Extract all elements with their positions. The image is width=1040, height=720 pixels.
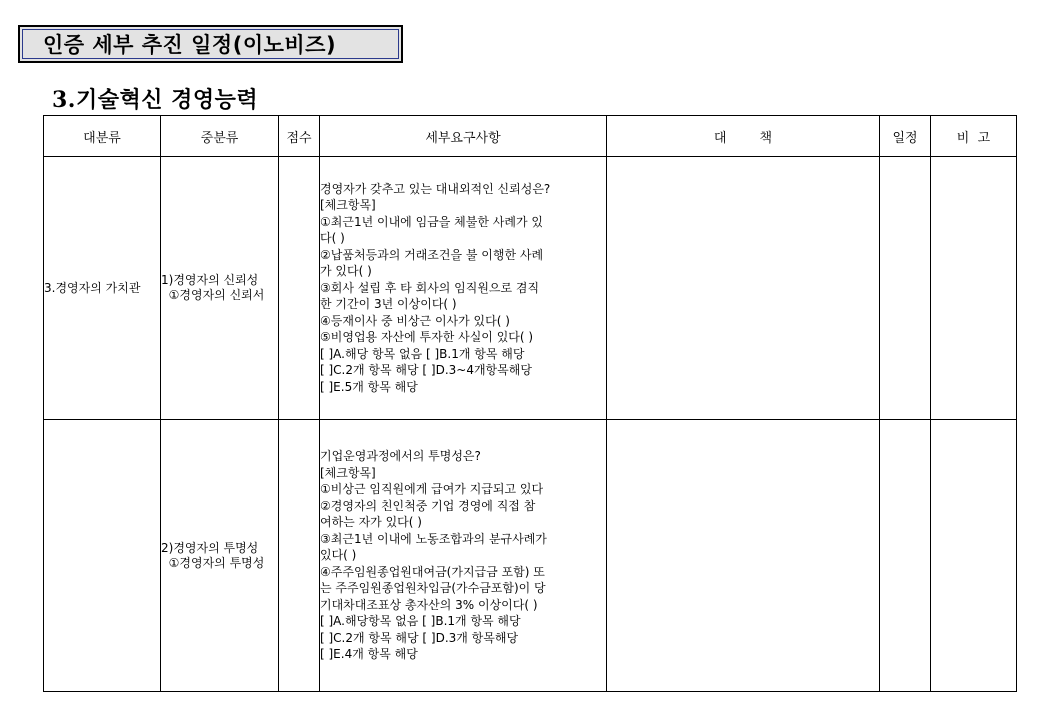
document-title-box [18, 25, 403, 63]
requirement-line: [ ]E.4개 항목 해당 [320, 647, 418, 662]
column-header-schedule: 일정 [880, 116, 931, 157]
requirement-line: 기업운영과정에서의 투명성은? [320, 449, 481, 464]
column-header-requirements: 세부요구사항 [320, 116, 607, 157]
requirement-line: ②납품처등과의 거래조건을 불 이행한 사례 [320, 247, 544, 262]
requirement-line: 가 있다( ) [320, 264, 372, 279]
requirement-line: 기대차대조표상 총자산의 3% 이상이다( ) [320, 597, 538, 612]
schedule-cell[interactable] [880, 420, 931, 692]
requirement-line: ④등재이사 중 비상근 이사가 있다( ) [320, 313, 510, 328]
column-header-score: 점수 [279, 116, 320, 157]
requirement-line: ②경영자의 친인척중 기업 경영에 직접 참 [320, 498, 536, 513]
requirement-line: [ ]A.해당항목 없음 [ ]B.1개 항목 해당 [320, 614, 521, 629]
table-row [44, 157, 1017, 420]
column-header-measures: 대 책 [607, 116, 880, 157]
remarks-cell[interactable] [931, 420, 1017, 692]
requirement-line: 한 기간이 3년 이상이다( ) [320, 297, 457, 312]
table-header-row [44, 116, 1017, 157]
requirement-line: ①최근1년 이내에 임금을 체불한 사례가 있 [320, 214, 543, 229]
requirement-line: [체크항목] [320, 465, 376, 480]
middle-category-text: 2)경영자의 투명성 ①경영자의 투명성 [161, 540, 265, 570]
requirement-line: ⑤비영업용 자산에 투자한 사실이 있다( ) [320, 330, 534, 345]
requirement-line: [ ]A.해당 항목 없음 [ ]B.1개 항목 해당 [320, 346, 525, 361]
column-header-major: 대분류 [44, 116, 161, 157]
score-cell[interactable] [279, 420, 320, 692]
table-row [44, 420, 1017, 692]
middle-category-text: 1)경영자의 신뢰성 ①경영자의 신뢰서 [161, 273, 265, 302]
major-category-cell [44, 420, 161, 692]
middle-category-cell [161, 420, 279, 692]
column-header-remarks: 비 고 [931, 116, 1017, 157]
requirement-line: 는 주주임원종업원차입금(가수금포함)이 당 [320, 581, 546, 596]
requirement-line: [ ]E.5개 항목 해당 [320, 379, 418, 394]
requirement-line: [ ]C.2개 항목 해당 [ ]D.3개 항목해당 [320, 630, 519, 645]
requirements-cell [320, 157, 607, 420]
major-category-text: 3.경영자의 가치관 [44, 280, 141, 295]
measures-cell[interactable] [607, 157, 880, 420]
major-category-cell [44, 157, 161, 420]
requirement-line: ④주주임원종업원대여금(가지급금 포함) 또 [320, 564, 545, 579]
measures-cell[interactable] [607, 420, 880, 692]
requirements-list [320, 448, 606, 663]
requirement-line: ③회사 설립 후 타 회사의 임직원으로 겸직 [320, 280, 540, 295]
requirement-line: [ ]C.2개 항목 해당 [ ]D.3~4개항목해당 [320, 363, 532, 378]
requirements-list [320, 181, 606, 396]
requirement-line: ③최근1년 이내에 노동조합과의 분규사례가 [320, 531, 547, 546]
column-header-middle: 중분류 [161, 116, 279, 157]
requirement-line: ①비상근 임직원에게 급여가 지급되고 있다 [320, 482, 544, 497]
score-cell[interactable] [279, 157, 320, 420]
requirement-line: [체크항목] [320, 198, 376, 213]
schedule-cell[interactable] [880, 157, 931, 420]
section-heading: 3.기술혁신 경영능력 [52, 87, 259, 113]
middle-category-cell [161, 157, 279, 420]
remarks-cell[interactable] [931, 157, 1017, 420]
requirement-line: 여하는 자가 있다( ) [320, 515, 422, 530]
requirement-line: 경영자가 갖추고 있는 대내외적인 신뢰성은? [320, 181, 551, 196]
requirements-cell [320, 420, 607, 692]
document-title: 인증 세부 추진 일정(이노비즈) [22, 29, 399, 59]
schedule-table [43, 115, 1017, 692]
requirement-line: 다( ) [320, 231, 345, 246]
requirement-line: 있다( ) [320, 548, 357, 563]
